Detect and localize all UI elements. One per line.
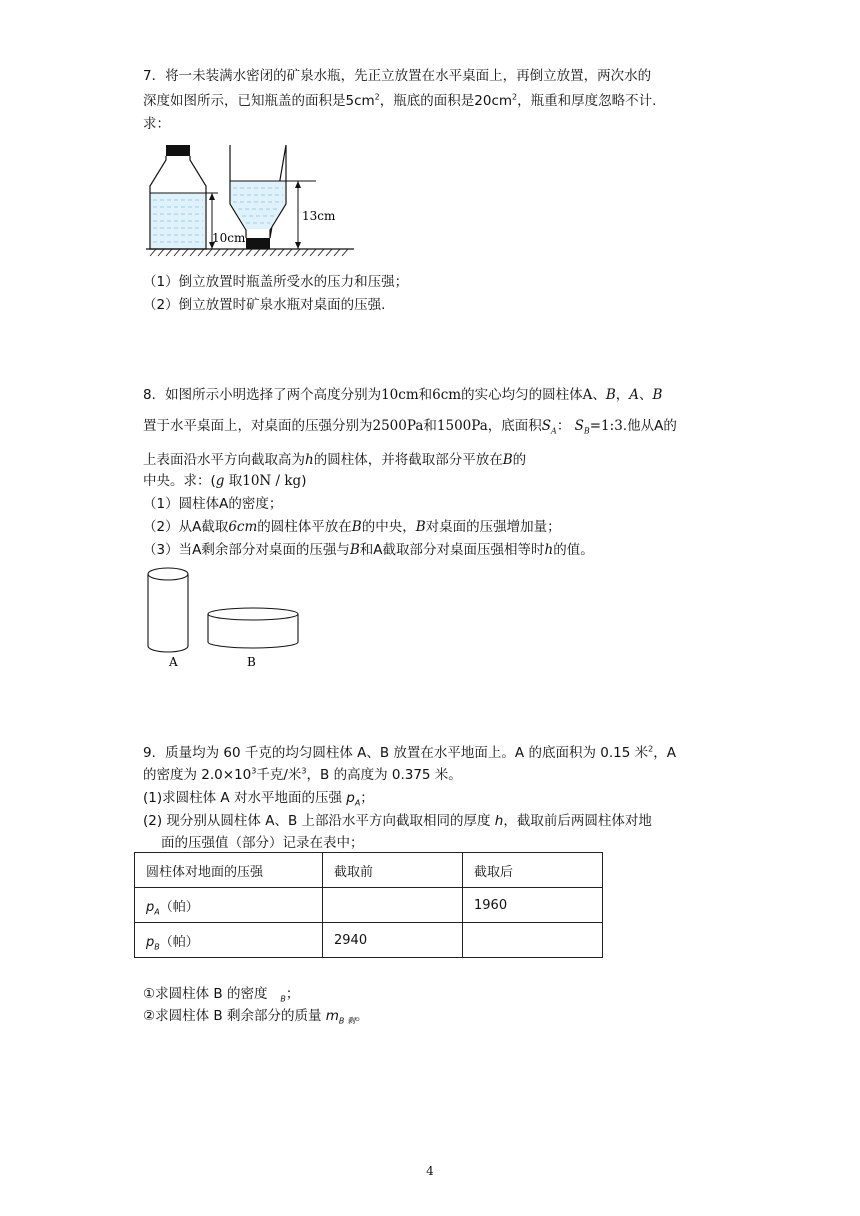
label-cylinder-b: B <box>247 655 256 669</box>
table-cell: $p_B$（帕） <box>135 923 323 958</box>
q7-sub2: （2）倒立放置时矿泉水瓶对桌面的压强. <box>143 297 386 313</box>
label-13cm: 13cm <box>302 209 336 223</box>
table-header: 圆柱体对地面的压强 <box>135 853 323 888</box>
q9-line1: 9．质量均为 60 千克的均匀圆柱体 A、B 放置在水平地面上。A 的底面积为 0.15 米$^2$，A <box>143 744 676 761</box>
q8-line2: 置于水平桌面上，对桌面的压强分别为2500Pa和1500Pa，底面积$S_A$： $S_B=1:3$.他从A的 <box>143 418 677 436</box>
page-number: 4 <box>426 1164 434 1178</box>
q9-line2: 的密度为 $2.0\times 10^3$千克/米$^3$，B 的高度为 0.375 米。 <box>143 766 462 783</box>
q7-line1: 7．将一未装满水密闭的矿泉水瓶，先正立放置在水平桌面上，再倒立放置，两次水的 <box>143 68 652 84</box>
q8-sub1: （1）圆柱体A的密度； <box>143 496 283 512</box>
q9-question1: ①求圆柱体 B 的密度 $_B$； <box>143 986 300 1004</box>
pressure-table <box>134 852 603 958</box>
q7-sub1: （1）倒立放置时瓶盖所受水的压力和压强； <box>143 274 409 290</box>
q9-sub2: (2) 现分别从圆柱体 A、B 上部沿水平方向截取相同的厚度 h，截取前后两圆柱体对地 <box>143 813 652 829</box>
label-cylinder-a: A <box>169 655 178 669</box>
label-10cm: 10cm <box>212 231 246 245</box>
q8-cylinders-figure <box>143 566 323 676</box>
q7-line3: 求： <box>143 116 170 132</box>
q8-line1: 8．如图所示小明选择了两个高度分别为10cm和6cm的实心均匀的圆柱体A、B，A、B <box>143 387 663 403</box>
table-row <box>135 888 603 923</box>
q8-sub3: （3）当A剩余部分对桌面的压强与B和A截取部分对桌面压强相等时h的值。 <box>143 542 594 558</box>
table-header-row <box>135 853 603 888</box>
q8-line3: 上表面沿水平方向截取高为h的圆柱体，并将截取部分平放在B的 <box>143 452 527 468</box>
q9-sub1: (1)求圆柱体 A 对水平地面的压强 $p_A$； <box>143 790 374 808</box>
table-cell <box>463 923 603 958</box>
table-header: 截取后 <box>463 853 603 888</box>
table-row <box>135 923 603 958</box>
q7-line2: 深度如图所示，已知瓶盖的面积是$5cm^2$，瓶底的面积是$20cm^2$，瓶重和厚度忽略不计. <box>143 92 657 109</box>
table-cell <box>323 888 463 923</box>
q7-bottle-figure <box>144 138 384 263</box>
table-cell: 1960 <box>463 888 603 923</box>
table-header: 截取前 <box>323 853 463 888</box>
table-cell: 2940 <box>323 923 463 958</box>
q8-sub2: （2）从A截取6cm的圆柱体平放在B的中央，B对桌面的压强增加量； <box>143 519 561 535</box>
q8-line4: 中央。求：(g 取10N / kg) <box>143 473 307 489</box>
q9-sub2-cont: 面的压强值（部分）记录在表中； <box>161 835 364 851</box>
table-cell: $p_A$（帕） <box>135 888 323 923</box>
q9-question2: ②求圆柱体 B 剩余部分的质量 $m_{B 剩}$。 <box>143 1008 369 1026</box>
